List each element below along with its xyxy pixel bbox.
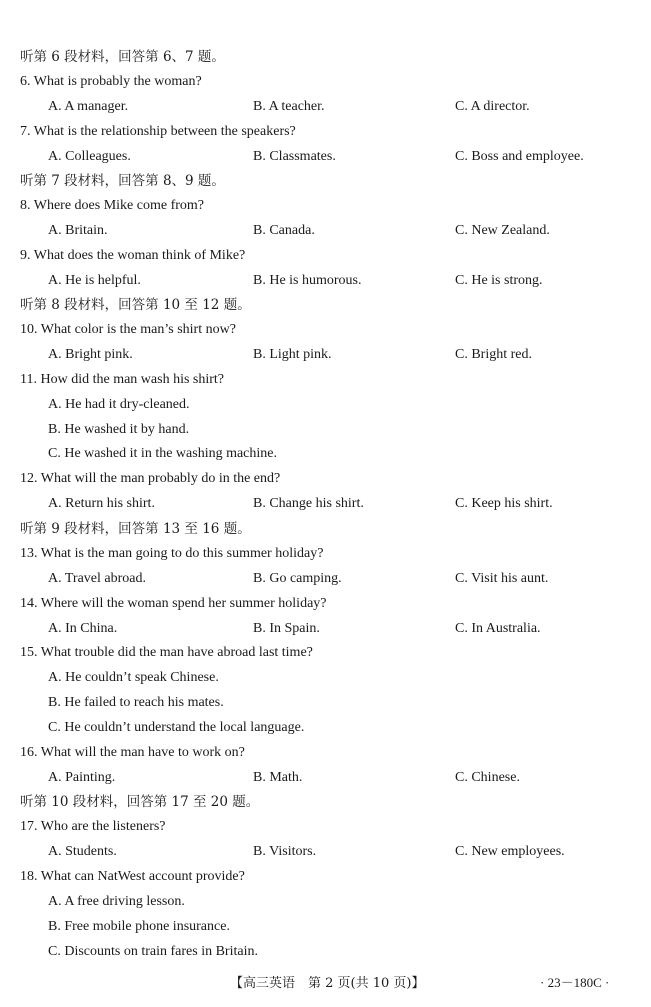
question-17 xyxy=(0,816,651,838)
question-11-option-a xyxy=(0,394,651,416)
question-stem: 16. What will the man have to work on? xyxy=(20,745,245,760)
option-c: C. Chinese. xyxy=(455,770,520,785)
question-stem: 15. What trouble did the man have abroad last time? xyxy=(20,645,313,660)
option-c: C. Boss and employee. xyxy=(455,149,584,164)
question-16 xyxy=(0,742,651,764)
option-a: A. He is helpful. xyxy=(48,273,141,288)
option-a: A. Bright pink. xyxy=(48,347,133,362)
option-c: C. New Zealand. xyxy=(455,223,550,238)
question-7 xyxy=(0,121,651,143)
question-6 xyxy=(0,71,651,93)
option-c: C. He is strong. xyxy=(455,273,543,288)
option-a: A. A free driving lesson. xyxy=(48,894,185,909)
option-a: A. Britain. xyxy=(48,223,108,238)
question-14-options xyxy=(0,618,651,640)
question-18-option-c xyxy=(0,941,651,963)
option-a: A. He had it dry-cleaned. xyxy=(48,397,190,412)
option-b: B. He washed it by hand. xyxy=(48,422,190,437)
question-11-option-b xyxy=(0,419,651,441)
section-header-6 xyxy=(0,46,651,68)
option-b: B. He is humorous. xyxy=(253,273,362,288)
question-18-option-b xyxy=(0,916,651,938)
question-15-option-c xyxy=(0,717,651,739)
option-b: B. In Spain. xyxy=(253,621,320,636)
option-a: A. Students. xyxy=(48,844,117,859)
option-c: C. Discounts on train fares in Britain. xyxy=(48,944,258,959)
question-15 xyxy=(0,642,651,664)
question-10 xyxy=(0,319,651,341)
option-a: A. Return his shirt. xyxy=(48,496,155,511)
question-12 xyxy=(0,468,651,490)
question-9 xyxy=(0,245,651,267)
option-b: B. Light pink. xyxy=(253,347,332,362)
page-footer-center: 【高三英语 第 2 页(共 10 页)】 xyxy=(230,976,425,991)
section-header-7 xyxy=(0,170,651,192)
option-b: B. Go camping. xyxy=(253,571,342,586)
question-stem: 11. How did the man wash his shirt? xyxy=(20,372,225,387)
option-c: C. A director. xyxy=(455,99,530,114)
option-b: B. A teacher. xyxy=(253,99,325,114)
option-c: C. Keep his shirt. xyxy=(455,496,553,511)
option-c: C. He washed it in the washing machine. xyxy=(48,446,278,461)
option-c: C. He couldn’t understand the local language. xyxy=(48,720,305,735)
option-a: A. He couldn’t speak Chinese. xyxy=(48,670,219,685)
section-header-9 xyxy=(0,518,651,540)
option-b: B. He failed to reach his mates. xyxy=(48,695,224,710)
option-b: B. Math. xyxy=(253,770,303,785)
question-18-option-a xyxy=(0,891,651,913)
question-8-options xyxy=(0,220,651,242)
question-18 xyxy=(0,866,651,888)
option-a: A. Painting. xyxy=(48,770,116,785)
question-10-options xyxy=(0,344,651,366)
question-12-options xyxy=(0,493,651,515)
question-stem: 18. What can NatWest account provide? xyxy=(20,869,245,884)
question-14 xyxy=(0,593,651,615)
option-c: C. Visit his aunt. xyxy=(455,571,549,586)
question-stem: 12. What will the man probably do in the end? xyxy=(20,471,281,486)
page-footer-code: · 23－180C · xyxy=(540,975,610,990)
option-a: A. Travel abroad. xyxy=(48,571,146,586)
question-15-option-b xyxy=(0,692,651,714)
question-stem: 7. What is the relationship between the speakers? xyxy=(20,124,296,139)
question-6-options xyxy=(0,96,651,118)
section-text: 听第 9 段材料，回答第 13 至 16 题。 xyxy=(20,521,251,537)
question-7-options xyxy=(0,146,651,168)
question-16-options xyxy=(0,767,651,789)
question-11-option-c xyxy=(0,443,651,465)
question-9-options xyxy=(0,270,651,292)
option-a: A. A manager. xyxy=(48,99,129,114)
question-17-options xyxy=(0,841,651,863)
question-stem: 14. Where will the woman spend her summer holiday? xyxy=(20,596,327,611)
question-stem: 10. What color is the man’s shirt now? xyxy=(20,322,236,337)
section-text: 听第 8 段材料，回答第 10 至 12 题。 xyxy=(20,297,251,313)
question-13 xyxy=(0,543,651,565)
option-a: A. Colleagues. xyxy=(48,149,131,164)
option-c: C. Bright red. xyxy=(455,347,532,362)
question-stem: 6. What is probably the woman? xyxy=(20,74,202,89)
option-b: B. Change his shirt. xyxy=(253,496,364,511)
option-b: B. Visitors. xyxy=(253,844,317,859)
option-b: B. Classmates. xyxy=(253,149,336,164)
section-text: 听第 6 段材料，回答第 6、7 题。 xyxy=(20,49,225,65)
section-header-8 xyxy=(0,294,651,316)
question-15-option-a xyxy=(0,667,651,689)
question-stem: 17. Who are the listeners? xyxy=(20,819,166,834)
section-text: 听第 10 段材料，回答第 17 至 20 题。 xyxy=(20,794,260,810)
section-text: 听第 7 段材料，回答第 8、9 题。 xyxy=(20,173,225,189)
option-a: A. In China. xyxy=(48,621,118,636)
option-b: B. Free mobile phone insurance. xyxy=(48,919,230,934)
option-b: B. Canada. xyxy=(253,223,315,238)
section-header-10 xyxy=(0,791,651,813)
option-c: C. New employees. xyxy=(455,844,565,859)
question-13-options xyxy=(0,568,651,590)
question-11 xyxy=(0,369,651,391)
question-stem: 8. Where does Mike come from? xyxy=(20,198,205,213)
question-stem: 9. What does the woman think of Mike? xyxy=(20,248,246,263)
question-8 xyxy=(0,195,651,217)
question-stem: 13. What is the man going to do this summer holiday? xyxy=(20,546,324,561)
option-c: C. In Australia. xyxy=(455,621,541,636)
